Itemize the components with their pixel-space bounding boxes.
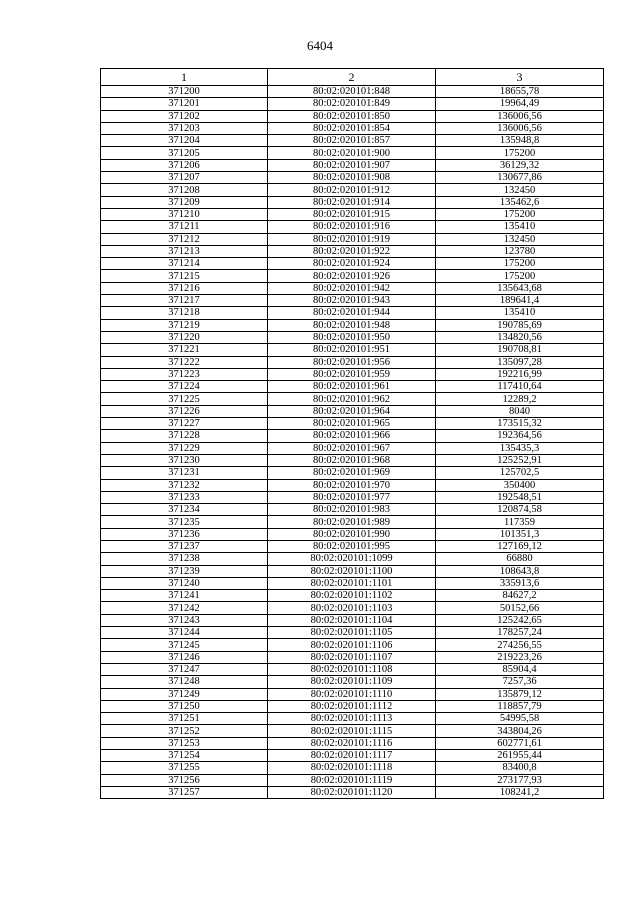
- cell-value: 36129,32: [436, 159, 604, 171]
- table-row: [101, 135, 604, 147]
- cell-number: 371256: [101, 774, 268, 786]
- table-row: [101, 307, 604, 319]
- page-number: 6404: [307, 38, 333, 53]
- cell-value: 602771,61: [436, 737, 604, 749]
- table-row: [101, 295, 604, 307]
- table-row: [101, 491, 604, 503]
- cell-cadastral-number: 80:02:020101:857: [268, 135, 436, 147]
- cell-value: 130677,86: [436, 172, 604, 184]
- cell-value: 120874,58: [436, 504, 604, 516]
- cell-cadastral-number: 80:02:020101:854: [268, 122, 436, 134]
- cell-value: 66880: [436, 553, 604, 565]
- table-row: [101, 725, 604, 737]
- table-row: [101, 786, 604, 798]
- cell-number: 371231: [101, 467, 268, 479]
- table-row: [101, 319, 604, 331]
- cell-cadastral-number: 80:02:020101:964: [268, 405, 436, 417]
- cell-cadastral-number: 80:02:020101:1119: [268, 774, 436, 786]
- cell-value: 190708,81: [436, 344, 604, 356]
- cell-number: 371230: [101, 454, 268, 466]
- cell-number: 371229: [101, 442, 268, 454]
- cell-number: 371233: [101, 491, 268, 503]
- cell-number: 371221: [101, 344, 268, 356]
- cell-cadastral-number: 80:02:020101:848: [268, 86, 436, 98]
- table-row: [101, 516, 604, 528]
- table-row: [101, 504, 604, 516]
- cell-cadastral-number: 80:02:020101:1110: [268, 688, 436, 700]
- cell-value: 350400: [436, 479, 604, 491]
- cell-value: 117359: [436, 516, 604, 528]
- table-row: [101, 540, 604, 552]
- cell-cadastral-number: 80:02:020101:922: [268, 245, 436, 257]
- cell-number: 371201: [101, 98, 268, 110]
- cell-cadastral-number: 80:02:020101:942: [268, 282, 436, 294]
- cell-cadastral-number: 80:02:020101:1108: [268, 663, 436, 675]
- cell-cadastral-number: 80:02:020101:900: [268, 147, 436, 159]
- cell-value: 117410,64: [436, 381, 604, 393]
- cell-cadastral-number: 80:02:020101:914: [268, 196, 436, 208]
- table-row: [101, 651, 604, 663]
- table-row: [101, 233, 604, 245]
- cell-cadastral-number: 80:02:020101:962: [268, 393, 436, 405]
- cell-number: 371225: [101, 393, 268, 405]
- cell-number: 371244: [101, 627, 268, 639]
- table-row: [101, 221, 604, 233]
- cell-number: 371254: [101, 750, 268, 762]
- table-row: [101, 663, 604, 675]
- table-row: [101, 110, 604, 122]
- cell-cadastral-number: 80:02:020101:1116: [268, 737, 436, 749]
- cell-number: 371247: [101, 663, 268, 675]
- cell-value: 84627,2: [436, 590, 604, 602]
- cell-number: 371220: [101, 331, 268, 343]
- cell-value: 135643,68: [436, 282, 604, 294]
- cell-number: 371206: [101, 159, 268, 171]
- cell-cadastral-number: 80:02:020101:1113: [268, 713, 436, 725]
- cell-number: 371240: [101, 577, 268, 589]
- cell-cadastral-number: 80:02:020101:850: [268, 110, 436, 122]
- cell-cadastral-number: 80:02:020101:990: [268, 528, 436, 540]
- table-row: [101, 147, 604, 159]
- cell-number: 371209: [101, 196, 268, 208]
- cell-value: 135879,12: [436, 688, 604, 700]
- table-row: [101, 565, 604, 577]
- cell-cadastral-number: 80:02:020101:951: [268, 344, 436, 356]
- cell-number: 371214: [101, 258, 268, 270]
- cell-value: 178257,24: [436, 627, 604, 639]
- table-row: [101, 172, 604, 184]
- cell-value: 125242,65: [436, 614, 604, 626]
- cell-value: 136006,56: [436, 110, 604, 122]
- cell-cadastral-number: 80:02:020101:961: [268, 381, 436, 393]
- cell-number: 371238: [101, 553, 268, 565]
- cell-cadastral-number: 80:02:020101:912: [268, 184, 436, 196]
- cell-cadastral-number: 80:02:020101:1107: [268, 651, 436, 663]
- cell-cadastral-number: 80:02:020101:926: [268, 270, 436, 282]
- cell-cadastral-number: 80:02:020101:1106: [268, 639, 436, 651]
- column-header-2: 2: [268, 69, 436, 86]
- cell-value: 132450: [436, 184, 604, 196]
- data-table: [100, 68, 604, 799]
- table-row: [101, 713, 604, 725]
- table-row: [101, 122, 604, 134]
- cell-number: 371207: [101, 172, 268, 184]
- cell-cadastral-number: 80:02:020101:919: [268, 233, 436, 245]
- cell-number: 371223: [101, 368, 268, 380]
- cell-value: 118857,79: [436, 700, 604, 712]
- table-row: [101, 639, 604, 651]
- table-row: [101, 700, 604, 712]
- cell-value: 135462,6: [436, 196, 604, 208]
- cell-value: 175200: [436, 258, 604, 270]
- cell-cadastral-number: 80:02:020101:1104: [268, 614, 436, 626]
- cell-number: 371215: [101, 270, 268, 282]
- cell-cadastral-number: 80:02:020101:907: [268, 159, 436, 171]
- cell-number: 371235: [101, 516, 268, 528]
- cell-number: 371239: [101, 565, 268, 577]
- table-row: [101, 356, 604, 368]
- cell-cadastral-number: 80:02:020101:943: [268, 295, 436, 307]
- cell-cadastral-number: 80:02:020101:908: [268, 172, 436, 184]
- cell-number: 371234: [101, 504, 268, 516]
- cell-number: 371203: [101, 122, 268, 134]
- cell-number: 371202: [101, 110, 268, 122]
- table-row: [101, 331, 604, 343]
- table-row: [101, 344, 604, 356]
- cell-number: 371249: [101, 688, 268, 700]
- cell-cadastral-number: 80:02:020101:1101: [268, 577, 436, 589]
- cell-number: 371257: [101, 786, 268, 798]
- table-row: [101, 774, 604, 786]
- table-row: [101, 750, 604, 762]
- cell-value: 7257,36: [436, 676, 604, 688]
- table-row: [101, 405, 604, 417]
- cell-value: 125252,91: [436, 454, 604, 466]
- cell-value: 12289,2: [436, 393, 604, 405]
- table-row: [101, 393, 604, 405]
- cell-cadastral-number: 80:02:020101:989: [268, 516, 436, 528]
- cell-number: 371205: [101, 147, 268, 159]
- table-row: [101, 282, 604, 294]
- cell-cadastral-number: 80:02:020101:983: [268, 504, 436, 516]
- cell-number: 371210: [101, 208, 268, 220]
- cell-number: 371200: [101, 86, 268, 98]
- cell-number: 371236: [101, 528, 268, 540]
- table-row: [101, 528, 604, 540]
- cell-cadastral-number: 80:02:020101:968: [268, 454, 436, 466]
- cell-number: 371251: [101, 713, 268, 725]
- cell-value: 189641,4: [436, 295, 604, 307]
- cell-cadastral-number: 80:02:020101:977: [268, 491, 436, 503]
- cell-cadastral-number: 80:02:020101:1117: [268, 750, 436, 762]
- cell-value: 192364,56: [436, 430, 604, 442]
- cell-value: 190785,69: [436, 319, 604, 331]
- cell-cadastral-number: 80:02:020101:969: [268, 467, 436, 479]
- cell-value: 135410: [436, 221, 604, 233]
- cell-number: 371252: [101, 725, 268, 737]
- cell-value: 175200: [436, 270, 604, 282]
- cell-number: 371213: [101, 245, 268, 257]
- table-row: [101, 159, 604, 171]
- cell-number: 371208: [101, 184, 268, 196]
- cell-value: 18655,78: [436, 86, 604, 98]
- cell-value: 136006,56: [436, 122, 604, 134]
- column-header-3: 3: [436, 69, 604, 86]
- cell-number: 371218: [101, 307, 268, 319]
- cell-number: 371246: [101, 651, 268, 663]
- table-row: [101, 676, 604, 688]
- table-header: [101, 69, 604, 86]
- cell-number: 371243: [101, 614, 268, 626]
- table-row: [101, 467, 604, 479]
- table-row: [101, 602, 604, 614]
- cell-number: 371250: [101, 700, 268, 712]
- cell-number: 371217: [101, 295, 268, 307]
- cell-cadastral-number: 80:02:020101:915: [268, 208, 436, 220]
- table-row: [101, 737, 604, 749]
- table-body: [101, 86, 604, 799]
- cell-number: 371237: [101, 540, 268, 552]
- cell-value: 50152,66: [436, 602, 604, 614]
- cell-number: 371222: [101, 356, 268, 368]
- table-row: [101, 479, 604, 491]
- cell-value: 54995,58: [436, 713, 604, 725]
- cell-cadastral-number: 80:02:020101:967: [268, 442, 436, 454]
- table-row: [101, 245, 604, 257]
- cell-number: 371219: [101, 319, 268, 331]
- cell-number: 371211: [101, 221, 268, 233]
- cell-number: 371204: [101, 135, 268, 147]
- cell-cadastral-number: 80:02:020101:924: [268, 258, 436, 270]
- cell-cadastral-number: 80:02:020101:966: [268, 430, 436, 442]
- table-row: [101, 86, 604, 98]
- cell-value: 135948,8: [436, 135, 604, 147]
- cell-cadastral-number: 80:02:020101:1105: [268, 627, 436, 639]
- cell-cadastral-number: 80:02:020101:916: [268, 221, 436, 233]
- cell-value: 19964,49: [436, 98, 604, 110]
- table-row: [101, 577, 604, 589]
- cell-number: 371226: [101, 405, 268, 417]
- cell-value: 135435,3: [436, 442, 604, 454]
- cell-cadastral-number: 80:02:020101:944: [268, 307, 436, 319]
- cell-cadastral-number: 80:02:020101:1102: [268, 590, 436, 602]
- cell-value: 175200: [436, 147, 604, 159]
- table-row: [101, 590, 604, 602]
- cell-cadastral-number: 80:02:020101:1099: [268, 553, 436, 565]
- table-row: [101, 381, 604, 393]
- cell-value: 343804,26: [436, 725, 604, 737]
- table-row: [101, 614, 604, 626]
- cell-number: 371255: [101, 762, 268, 774]
- table-row: [101, 430, 604, 442]
- cell-number: 371227: [101, 418, 268, 430]
- cell-number: 371224: [101, 381, 268, 393]
- cell-value: 125702,5: [436, 467, 604, 479]
- table-row: [101, 196, 604, 208]
- table-row: [101, 442, 604, 454]
- cell-cadastral-number: 80:02:020101:950: [268, 331, 436, 343]
- cell-value: 127169,12: [436, 540, 604, 552]
- cell-number: 371242: [101, 602, 268, 614]
- table-row: [101, 270, 604, 282]
- cell-value: 219223,26: [436, 651, 604, 663]
- cell-number: 371241: [101, 590, 268, 602]
- cell-cadastral-number: 80:02:020101:959: [268, 368, 436, 380]
- cell-number: 371212: [101, 233, 268, 245]
- cell-value: 123780: [436, 245, 604, 257]
- cell-number: 371248: [101, 676, 268, 688]
- cell-number: 371216: [101, 282, 268, 294]
- cell-cadastral-number: 80:02:020101:970: [268, 479, 436, 491]
- cell-value: 101351,3: [436, 528, 604, 540]
- table-row: [101, 553, 604, 565]
- cell-value: 108643,8: [436, 565, 604, 577]
- cell-value: 273177,93: [436, 774, 604, 786]
- cell-value: 108241,2: [436, 786, 604, 798]
- cell-cadastral-number: 80:02:020101:948: [268, 319, 436, 331]
- column-header-1: 1: [101, 69, 268, 86]
- cell-value: 335913,6: [436, 577, 604, 589]
- cell-cadastral-number: 80:02:020101:1100: [268, 565, 436, 577]
- table-row: [101, 762, 604, 774]
- cell-number: 371232: [101, 479, 268, 491]
- table-row: [101, 184, 604, 196]
- table-row: [101, 258, 604, 270]
- table-row: [101, 688, 604, 700]
- cell-value: 192548,51: [436, 491, 604, 503]
- header-row: [101, 69, 604, 86]
- cell-value: 261955,44: [436, 750, 604, 762]
- cell-cadastral-number: 80:02:020101:849: [268, 98, 436, 110]
- cell-cadastral-number: 80:02:020101:1103: [268, 602, 436, 614]
- cell-value: 274256,55: [436, 639, 604, 651]
- cell-value: 175200: [436, 208, 604, 220]
- cell-value: 132450: [436, 233, 604, 245]
- cell-value: 134820,56: [436, 331, 604, 343]
- cell-cadastral-number: 80:02:020101:1120: [268, 786, 436, 798]
- cell-cadastral-number: 80:02:020101:1115: [268, 725, 436, 737]
- table-row: [101, 418, 604, 430]
- cell-cadastral-number: 80:02:020101:965: [268, 418, 436, 430]
- cell-cadastral-number: 80:02:020101:956: [268, 356, 436, 368]
- cell-value: 85904,4: [436, 663, 604, 675]
- cell-cadastral-number: 80:02:020101:1109: [268, 676, 436, 688]
- cell-value: 192216,99: [436, 368, 604, 380]
- cell-number: 371228: [101, 430, 268, 442]
- cell-value: 135097,28: [436, 356, 604, 368]
- cell-value: 8040: [436, 405, 604, 417]
- cell-cadastral-number: 80:02:020101:1118: [268, 762, 436, 774]
- table-row: [101, 208, 604, 220]
- cell-value: 173515,32: [436, 418, 604, 430]
- table-row: [101, 454, 604, 466]
- table-row: [101, 627, 604, 639]
- cell-cadastral-number: 80:02:020101:1112: [268, 700, 436, 712]
- cell-number: 371253: [101, 737, 268, 749]
- cell-value: 83400,8: [436, 762, 604, 774]
- cell-cadastral-number: 80:02:020101:995: [268, 540, 436, 552]
- cell-number: 371245: [101, 639, 268, 651]
- table-row: [101, 98, 604, 110]
- table-row: [101, 368, 604, 380]
- cell-value: 135410: [436, 307, 604, 319]
